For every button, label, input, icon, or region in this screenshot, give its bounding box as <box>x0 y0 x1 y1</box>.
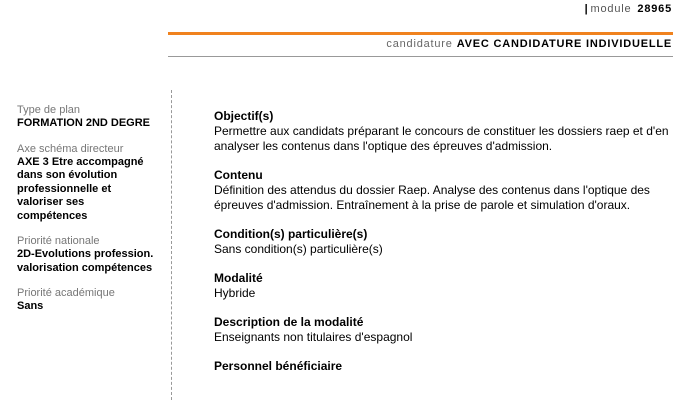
description-body: Enseignants non titulaires d'espagnol <box>214 330 413 344</box>
sidebar <box>17 104 157 326</box>
contenu-section <box>214 168 684 213</box>
priorite-academique-label: Priorité académique <box>17 287 115 299</box>
candidature-value: AVEC CANDIDATURE INDIVIDUELLE <box>456 38 672 50</box>
module-label: module <box>590 3 632 15</box>
axe-label: Axe schéma directeur <box>17 142 124 155</box>
priorite-nationale-block <box>17 235 157 275</box>
description-section <box>214 315 684 345</box>
axe-block <box>17 143 157 224</box>
axe-value: AXE 3 Etre accompagné dans son évolution professionnelle et valoriser ses compétences <box>17 155 144 222</box>
modalite-title: Modalité <box>214 271 263 285</box>
module-header <box>585 3 672 15</box>
priorite-academique-block <box>17 287 157 314</box>
priorite-academique-value: Sans <box>17 300 44 312</box>
contenu-title: Contenu <box>214 168 263 182</box>
type-plan-value: FORMATION 2ND DEGRE <box>17 117 151 129</box>
type-plan-block <box>17 104 157 131</box>
contenu-body: Définition des attendus du dossier Raep. Analyse des contenus dans l'optique des épreuves d'admission. Entraînement à la prise de parole et simulation d'oraux. <box>214 183 650 212</box>
candidature-label: candidature <box>386 38 453 50</box>
priorite-nationale-value: 2D-Evolutions profession. valorisation compétences <box>17 248 154 274</box>
conditions-section <box>214 227 684 257</box>
modalite-body: Hybride <box>214 286 256 300</box>
objectif-section <box>214 109 684 154</box>
conditions-title: Condition(s) particulière(s) <box>214 227 368 241</box>
description-title: Description de la modalité <box>214 315 364 329</box>
candidature-header <box>386 38 672 50</box>
header-bar: | <box>584 3 589 15</box>
objectif-body: Permettre aux candidats préparant le concours de constituer les dossiers raep et d'en analyser les contenus dans l'optique des épreuves d'admission. <box>214 124 669 153</box>
objectif-title: Objectif(s) <box>214 109 274 123</box>
dashed-divider <box>171 90 172 400</box>
next-title: Personnel bénéficiaire <box>214 359 343 373</box>
next-section <box>214 359 684 374</box>
priorite-nationale-label: Priorité nationale <box>17 235 100 247</box>
main-content <box>214 109 684 388</box>
gray-rule <box>168 56 673 57</box>
modalite-section <box>214 271 684 301</box>
conditions-body: Sans condition(s) particulière(s) <box>214 242 383 256</box>
orange-rule <box>168 32 673 35</box>
type-plan-label: Type de plan <box>17 104 80 116</box>
module-number: 28965 <box>637 3 672 15</box>
